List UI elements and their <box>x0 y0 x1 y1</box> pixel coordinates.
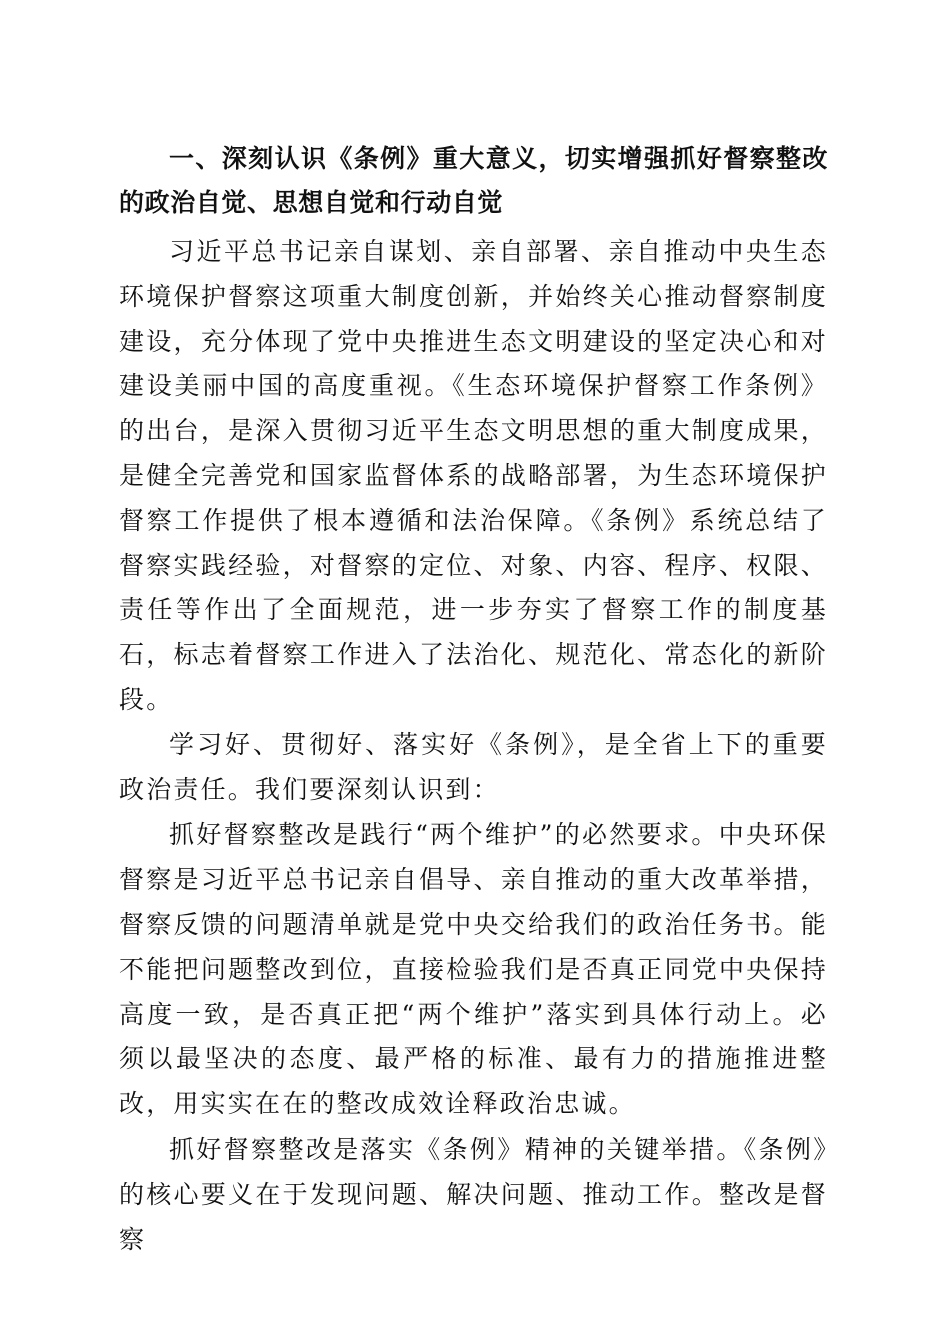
document-page <box>119 137 828 1262</box>
section-heading: 一、深刻认识《条例》重大意义，切实增强抓好督察整改的政治自觉、思想自觉和行动自觉 <box>119 144 828 217</box>
body-paragraph-2: 学习好、贯彻好、落实好《条例》，是全省上下的重要政治责任。我们要深刻认识到： <box>119 729 828 804</box>
body-paragraph-1: 习近平总书记亲自谋划、亲自部署、亲自推动中央生态环境保护督察这项重大制度创新，并始终关心推动督察制度建设，充分体现了党中央推进生态文明建设的坚定决心和对建设美丽中国的高度重视。《生态环境保护督察工作条例》的出台，是深入贯彻习近平生态文明思想的重大制度成果，是健全完善党和国家监督体系的战略部署，为生态环境保护督察工作提供了根本遵循和法治保障。《条例》系统总结了督察实践经验，对督察的定位、对象、内容、程序、权限、责任等作出了全面规范，进一步夯实了督察工作的制度基石，标志着督察工作进入了法治化、规范化、常态化的新阶段。 <box>119 237 828 714</box>
body-paragraph-4: 抓好督察整改是落实《条例》精神的关键举措。《条例》的核心要义在于发现问题、解决问题、推动工作。整改是督察 <box>119 1134 828 1254</box>
body-paragraph-3: 抓好督察整改是践行“两个维护”的必然要求。中央环保督察是习近平总书记亲自倡导、亲自推动的重大改革举措，督察反馈的问题清单就是党中央交给我们的政治任务书。能不能把问题整改到位，直接检验我们是否真正同党中央保持高度一致，是否真正把“两个维护”落实到具体行动上。必须以最坚决的态度、最严格的标准、最有力的措施推进整改，用实实在在的整改成效诠释政治忠诚。 <box>119 820 828 1119</box>
